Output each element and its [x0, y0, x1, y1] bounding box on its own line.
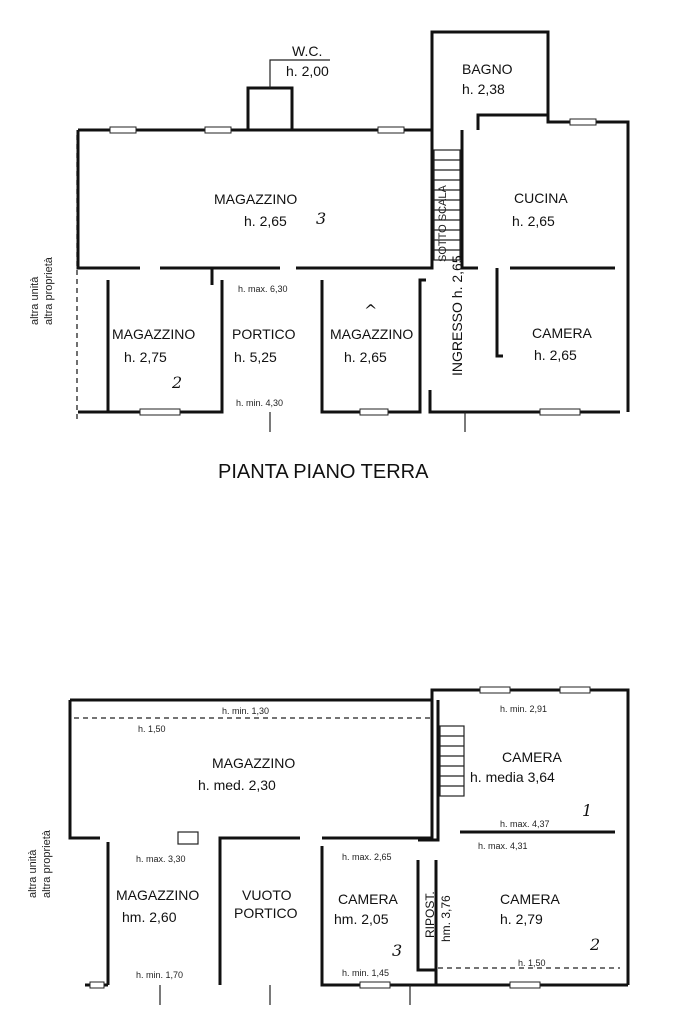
camera-mid-height: hm. 2,05 — [334, 911, 389, 927]
vuoto-label-2: PORTICO — [234, 905, 298, 921]
h-br: h. 1,50 — [518, 958, 546, 968]
camera-tr-height: h. media 3,64 — [470, 769, 555, 785]
magazzino-left-name: MAGAZZINO — [112, 326, 196, 342]
camera-height: h. 2,65 — [534, 347, 577, 363]
sotto-scala-label: SOTTO SCALA — [437, 185, 449, 262]
hmax-tr: h. max. 4,37 — [500, 819, 550, 829]
camera-br-name: CAMERA — [500, 891, 560, 907]
hmax-left: h. max. 3,30 — [136, 854, 186, 864]
portico-hmax: h. max. 6,30 — [238, 284, 288, 294]
camera-left-wall — [497, 268, 503, 356]
magazzino-bl-height: hm. 2,60 — [122, 909, 177, 925]
wc-height: h. 2,00 — [286, 63, 329, 79]
front-wall — [430, 390, 620, 412]
stairs-first — [440, 726, 464, 796]
ground-side-label-1: altra unità — [29, 276, 41, 325]
ripost-label-1: RIPOST. — [423, 891, 437, 938]
magazzino-left-mark: 2 — [172, 373, 183, 392]
ingresso-label: INGRESSO h. 2,65 — [449, 255, 465, 376]
first-side-label-2: altra proprietà — [41, 830, 53, 898]
camera-mid-name: CAMERA — [338, 891, 398, 907]
hmax-br: h. max. 4,31 — [478, 841, 528, 851]
bagno-height: h. 2,38 — [462, 81, 505, 97]
magazzino-top-name: MAGAZZINO — [214, 191, 298, 207]
first-outer-wall — [70, 700, 432, 985]
magazzino-bl-name: MAGAZZINO — [116, 887, 200, 903]
hmin-bl: h. min. 1,70 — [136, 970, 184, 980]
first-side-label-1: altra unità — [27, 849, 39, 898]
magazzino-top-height-1: h. med. 2,30 — [198, 777, 276, 793]
ground-floor-title: PIANTA PIANO TERRA — [218, 461, 429, 483]
portico-height: h. 5,25 — [234, 349, 277, 365]
cucina-name: CUCINA — [514, 190, 568, 206]
magazzino-top-height: h. 2,65 — [244, 213, 287, 229]
camera-name: CAMERA — [532, 325, 592, 341]
portico-hmin: h. min. 4,30 — [236, 398, 284, 408]
bagno-name: BAGNO — [462, 61, 513, 77]
hmin-top: h. min. 1,30 — [222, 706, 270, 716]
camera-mid-mark: 3 — [392, 941, 403, 960]
hmin-tr: h. min. 2,91 — [500, 704, 548, 714]
chimney — [178, 832, 198, 844]
camera-br-mark: 2 — [590, 935, 601, 954]
h-left: h. 1,50 — [138, 724, 166, 734]
magazzino-left-height: h. 2,75 — [124, 349, 167, 365]
ripost-label-2: hm. 3,76 — [439, 895, 453, 942]
hmax-mid: h. max. 2,65 — [342, 852, 392, 862]
magazzino-mid-mark: ^ — [364, 301, 378, 320]
right-wall — [548, 115, 628, 412]
ground-side-label-2: altra proprietà — [43, 257, 55, 325]
camera-tr-name: CAMERA — [502, 749, 562, 765]
magazzino-mid-walls — [322, 280, 426, 412]
wc-wall — [248, 88, 292, 130]
vuoto-label-1: VUOTO — [242, 887, 292, 903]
ground-floor-plan — [29, 32, 628, 483]
wc-name: W.C. — [292, 43, 323, 59]
first-floor-plan — [27, 687, 628, 1005]
camera-br-height: h. 2,79 — [500, 911, 543, 927]
magazzino-left-walls — [108, 280, 222, 412]
magazzino-mid-height: h. 2,65 — [344, 349, 387, 365]
magazzino-top-name-1: MAGAZZINO — [212, 755, 296, 771]
hmin-mid: h. min. 1,45 — [342, 968, 390, 978]
camera-tr-mark: 1 — [582, 801, 593, 820]
cucina-height: h. 2,65 — [512, 213, 555, 229]
magazzino-top-mark: 3 — [316, 209, 327, 228]
magazzino-mid-name: MAGAZZINO — [330, 326, 414, 342]
portico-name: PORTICO — [232, 326, 296, 342]
